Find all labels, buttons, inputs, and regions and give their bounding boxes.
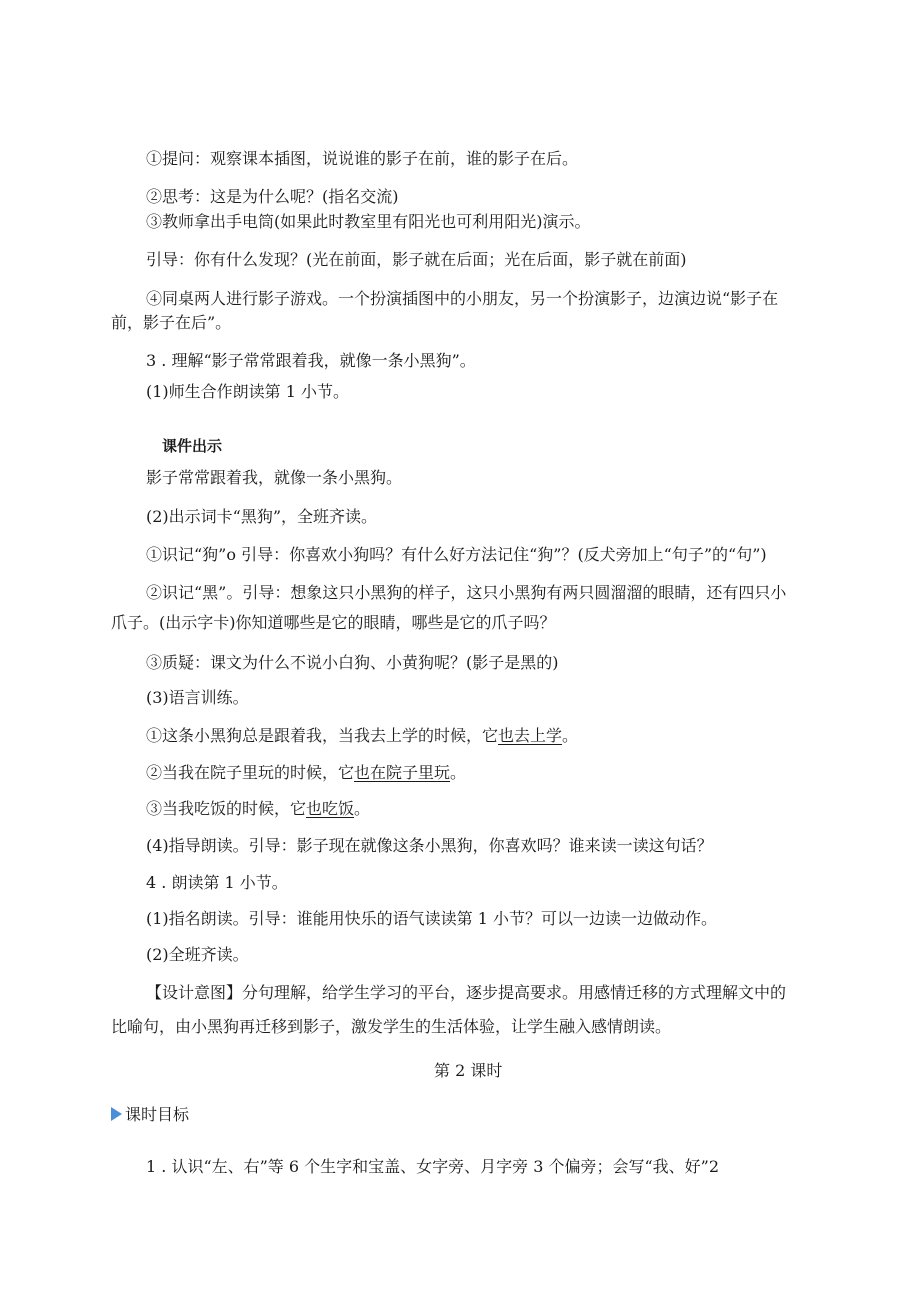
sentence-end-mark: 。 [562,726,579,745]
item-4-guided-reading: (4)指导朗读。引导：影子现在就像这条小黑狗，你喜欢吗？谁来读一读这句话？ [146,836,713,855]
section-4-heading: 4 . 朗读第 1 小节。 [146,873,288,892]
courseware-sentence: 影子常常跟着我，就像一条小黑狗。 [146,468,403,487]
lesson-objectives-heading [111,1104,189,1126]
training-answer-2: 也在院子里玩 [354,763,451,782]
read-item-1: (1)指名朗读。引导：谁能用快乐的语气读读第 1 小节？可以一边读一边做动作。 [146,909,718,928]
lesson-2-title: 第 2 课时 [434,1061,503,1080]
read-item-2: (2)全班齐读。 [146,945,249,964]
item-3-language-training: (3)语言训练。 [146,688,249,707]
training-sentence-1-text: ①这条小黑狗总是跟着我，当我去上学的时候，它 [146,726,499,745]
game-step-4-cont: 前，影子在后”。 [111,313,232,332]
recognize-hei-cont: 爪子。(出示字卡)你知道哪些是它的眼睛，哪些是它的爪子吗？ [111,613,556,632]
sentence-end-mark: 。 [354,799,371,818]
training-sentence-2-text: ②当我在院子里玩的时候，它 [146,763,355,782]
demo-step-3: ③教师拿出手电筒(如果此时教室里有阳光也可利用阳光)演示。 [146,212,591,231]
item-2-word-card: (2)出示词卡“黑狗”，全班齐读。 [146,507,378,526]
guide-discovery: 引导：你有什么发现？(光在前面，影子就在后面；光在后面，影子就在前面) [146,250,687,269]
training-answer-1: 也去上学 [498,726,563,745]
question-step-1: ①提问：观察课本插图，说说谁的影子在前，谁的影子在后。 [146,149,579,168]
section-3-heading: 3 . 理解“影子常常跟着我，就像一条小黑狗”。 [146,351,476,370]
sentence-end-mark: 。 [450,763,467,782]
design-intent-cont: 比喻句，由小黑狗再迁移到影子，激发学生的生活体验，让学生融入感情朗读。 [111,1017,672,1036]
game-step-4: ④同桌两人进行影子游戏。一个扮演插图中的小朋友，另一个扮演影子，边演边说“影子在 [146,289,779,308]
design-intent: 【设计意图】分句理解，给学生学习的平台，逐步提高要求。用感情迁移的方式理解文中的 [146,983,787,1002]
training-sentence-3-text: ③当我吃饭的时候，它 [146,799,307,818]
training-answer-3: 也吃饭 [306,799,355,818]
recognize-hei: ②识记“黑”。引导：想象这只小黑狗的样子，这只小黑狗有两只圆溜溜的眼睛，还有四只小 [146,583,787,602]
training-sentence-2 [146,762,466,784]
training-sentence-3 [146,798,370,820]
courseware-label: 课件出示 [162,437,223,455]
training-sentence-1 [146,725,578,747]
objective-1: 1 . 认识“左、右”等 6 个生字和宝盖、女字旁、月字旁 3 个偏旁；会写“我、好”2 [146,1157,720,1176]
lesson-objectives-label: 课时目标 [125,1105,190,1124]
triangle-marker-icon [111,1107,122,1121]
question-color: ③质疑：课文为什么不说小白狗、小黄狗呢？(影子是黑的) [146,653,559,672]
recognize-gou: ①识记“狗”o 引导：你喜欢小狗吗？有什么好方法记住“狗”？(反犬旁加上“句子”的“句”) [146,545,767,564]
think-step-2: ②思考：这是为什么呢？(指名交流) [146,187,399,206]
item-1-read-together: (1)师生合作朗读第 1 小节。 [146,382,350,401]
